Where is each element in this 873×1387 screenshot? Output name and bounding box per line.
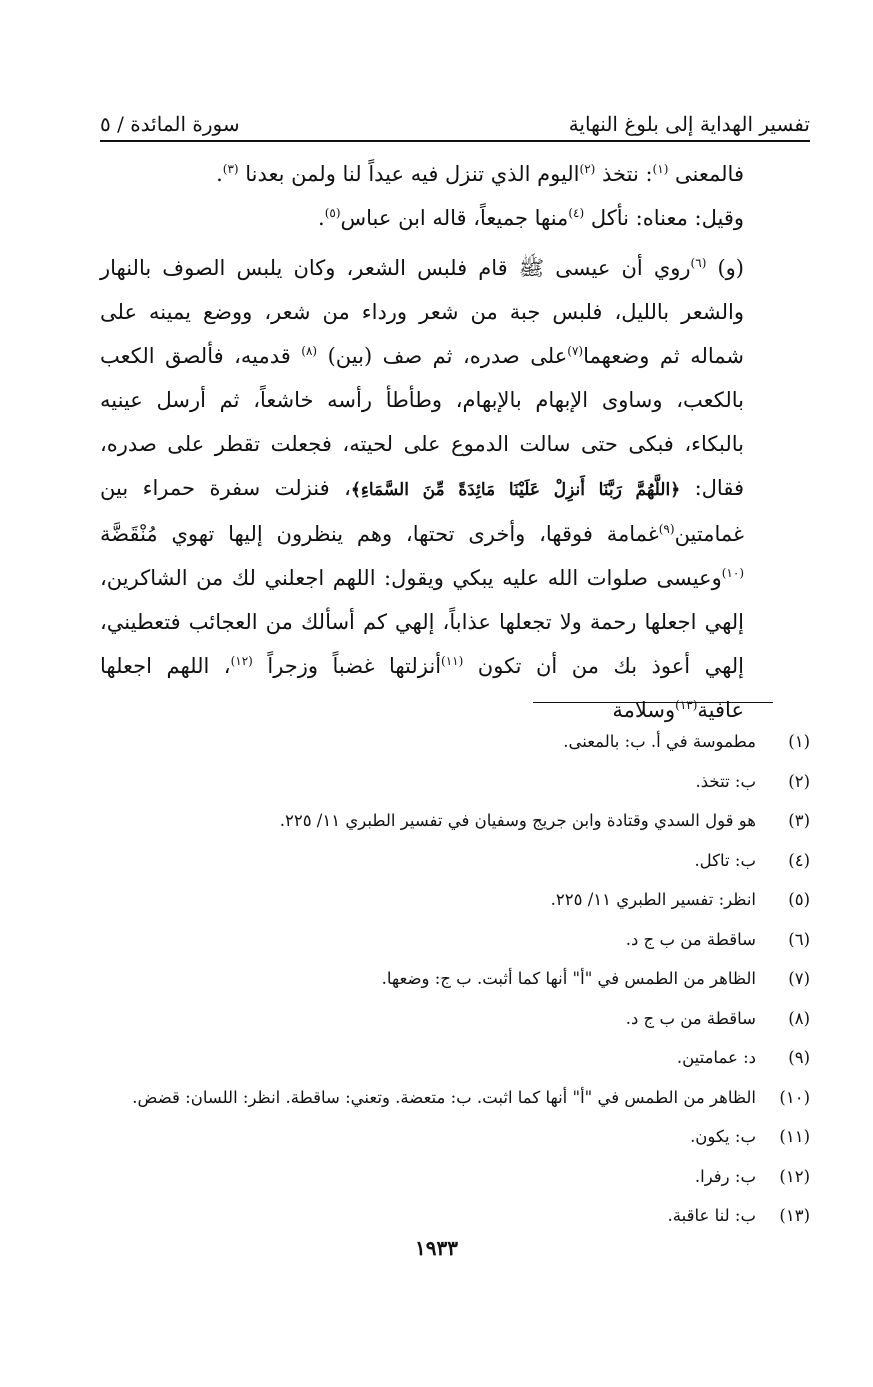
text-run: (و) — [706, 256, 744, 280]
footnote-ref-5[interactable]: (٥) — [324, 206, 341, 220]
running-header — [100, 96, 810, 136]
footnote-text: الظاهر من الطمس في "أ" أنها كما أثبت. ب ج: وضعها. — [381, 969, 756, 988]
paragraph-2 — [100, 196, 810, 240]
text-run: منها جميعاً، قاله ابن عباس — [340, 206, 569, 230]
text-run: قدميه، فألصق الكعب بالكعب، وساوى الإبهام بالإبهام، وطأطأ رأسه خاشعاً، ثم أرسل عينيه بالبكاء، فبكى حتى سالت الدموع على لحيته، فجعلت تقطر على صدره، فقال: — [100, 344, 744, 500]
footnote-ref-6[interactable]: (٦) — [690, 256, 707, 270]
footnote-number: (٨) — [788, 1008, 810, 1028]
text-run: أنزلتها غضباً وزجراً — [252, 654, 442, 678]
footnote-number: (٢) — [788, 771, 810, 791]
footnote-number: (١٢) — [779, 1166, 810, 1186]
footnote-text: د: عمامتين. — [676, 1048, 756, 1067]
text-run: فالمعنى — [668, 162, 744, 186]
text-run: وسلامة — [612, 698, 676, 722]
main-text — [100, 152, 810, 732]
footnote-ref-13[interactable]: (١٣) — [675, 698, 698, 712]
footnote-text: ب: رفرا. — [694, 1166, 756, 1186]
footnote-item — [100, 999, 810, 1039]
footnote-item — [100, 841, 810, 881]
footnote-item — [100, 880, 810, 920]
footnote-item — [100, 1196, 810, 1236]
quran-verse: ﴿اللَّهُمَّ رَبَّنَا أَنزِلْ عَلَيْنَا مَائِدَةً مِّنَ السَّمَاءِ﴾ — [350, 480, 681, 500]
footnote-item — [100, 1038, 810, 1078]
paragraph-3 — [100, 246, 810, 732]
text-run: غمامة فوقها، وأخرى تحتها، وهم ينظرون إليها تهوي مُنْقَضَّة — [100, 522, 659, 546]
footnote-number: (٥) — [788, 890, 810, 909]
paragraph-1 — [100, 152, 810, 196]
footnote-number: (١) — [788, 732, 810, 751]
footnote-number: (١١) — [779, 1127, 810, 1146]
book-title: تفسير الهداية إلى بلوغ النهاية — [568, 112, 810, 136]
footnote-text: ب: تاكل. — [694, 850, 756, 870]
text-run: : نتخذ — [595, 162, 653, 186]
footnote-item — [100, 959, 810, 999]
text-run: روي أن عيسى ﷺ قام فلبس الشعر، وكان يلبس الصوف بالنهار والشعر بالليل، فلبس جبة من شعر ورداء من شعر، ووضع يمينه على شماله ثم وضعهما — [100, 256, 744, 368]
surah-label: سورة المائدة / ٥ — [100, 112, 240, 136]
footnote-number: (١٠) — [779, 1087, 810, 1107]
text-run: اليوم الذي تنزل فيه عيداً لنا ولمن بعدنا — [238, 162, 580, 186]
footnote-number: (٧) — [788, 969, 810, 988]
footnote-text: هو قول السدي وقتادة وابن جريج وسفيان في تفسير الطبري ١١/ ٢٢٥. — [279, 811, 756, 830]
footnote-ref-12[interactable]: (١٢) — [230, 654, 253, 668]
footnote-ref-3[interactable]: (٣) — [222, 162, 239, 176]
footnote-item — [100, 920, 810, 960]
text-run: ، فنزلت سفرة حمراء بين غمامتين — [100, 476, 744, 546]
footnote-item — [100, 1117, 810, 1157]
footnote-number: (١٣) — [779, 1206, 810, 1225]
footnote-number: (٣) — [788, 811, 810, 830]
footnote-text: ساقطة من ب ج د. — [625, 929, 756, 949]
text-run: وعيسى صلوات الله عليه يبكي ويقول: اللهم اجعلني لك من الشاكرين، إلهي اجعلها رحمة ولا تجعلها عذاباً، إلهي كم أسألك من العجائب فتعطيني، إلهي أعوذ بك من أن تكون — [100, 566, 745, 678]
footnote-ref-11[interactable]: (١١) — [441, 654, 464, 668]
footnote-text: ب: تتخذ. — [695, 771, 756, 791]
footnote-ref-8[interactable]: (٨) — [301, 344, 318, 358]
footnote-text: ب: لنا عاقبة. — [667, 1206, 756, 1225]
text-run: على صدره، ثم صف (بين) — [317, 344, 568, 368]
footnote-text: انظر: تفسير الطبري ١١/ ٢٢٥. — [550, 890, 756, 909]
page-number: ١٩٣٣ — [415, 1236, 458, 1260]
text-run: . — [318, 206, 325, 230]
footnote-ref-1[interactable]: (١) — [652, 162, 669, 176]
footnote-item — [100, 762, 810, 802]
footnote-divider — [533, 702, 773, 703]
header-divider — [100, 140, 810, 142]
text-run: وقيل: معناه: نأكل — [584, 206, 744, 230]
footnote-text: ب: يكون. — [690, 1127, 756, 1146]
footnote-text: الظاهر من الطمس في "أ" أنها كما اثبت. ب: متعضة. وتعني: ساقطة. انظر: اللسان: قضض. — [132, 1087, 756, 1107]
footnote-number: (٤) — [788, 850, 810, 870]
text-run: ، اللهم اجعلها عافية — [100, 654, 744, 722]
footnote-text: ساقطة من ب ج د. — [625, 1008, 756, 1028]
footnote-item — [100, 801, 810, 841]
footnotes-list — [100, 722, 810, 1236]
footnote-item — [100, 1157, 810, 1197]
footnote-ref-10[interactable]: (١٠) — [721, 566, 744, 580]
footnote-number: (٩) — [788, 1048, 810, 1067]
footnote-ref-4[interactable]: (٤) — [568, 206, 585, 220]
text-run: . — [216, 162, 223, 186]
footnote-ref-9[interactable]: (٩) — [658, 522, 675, 536]
footnote-text: مطموسة في أ. ب: بالمعنى. — [563, 732, 756, 751]
footnote-ref-2[interactable]: (٢) — [579, 162, 596, 176]
footnote-item — [100, 722, 810, 762]
footnote-number: (٦) — [788, 929, 810, 949]
footnote-item — [100, 1078, 810, 1118]
footnote-ref-7[interactable]: (٧) — [567, 344, 584, 358]
